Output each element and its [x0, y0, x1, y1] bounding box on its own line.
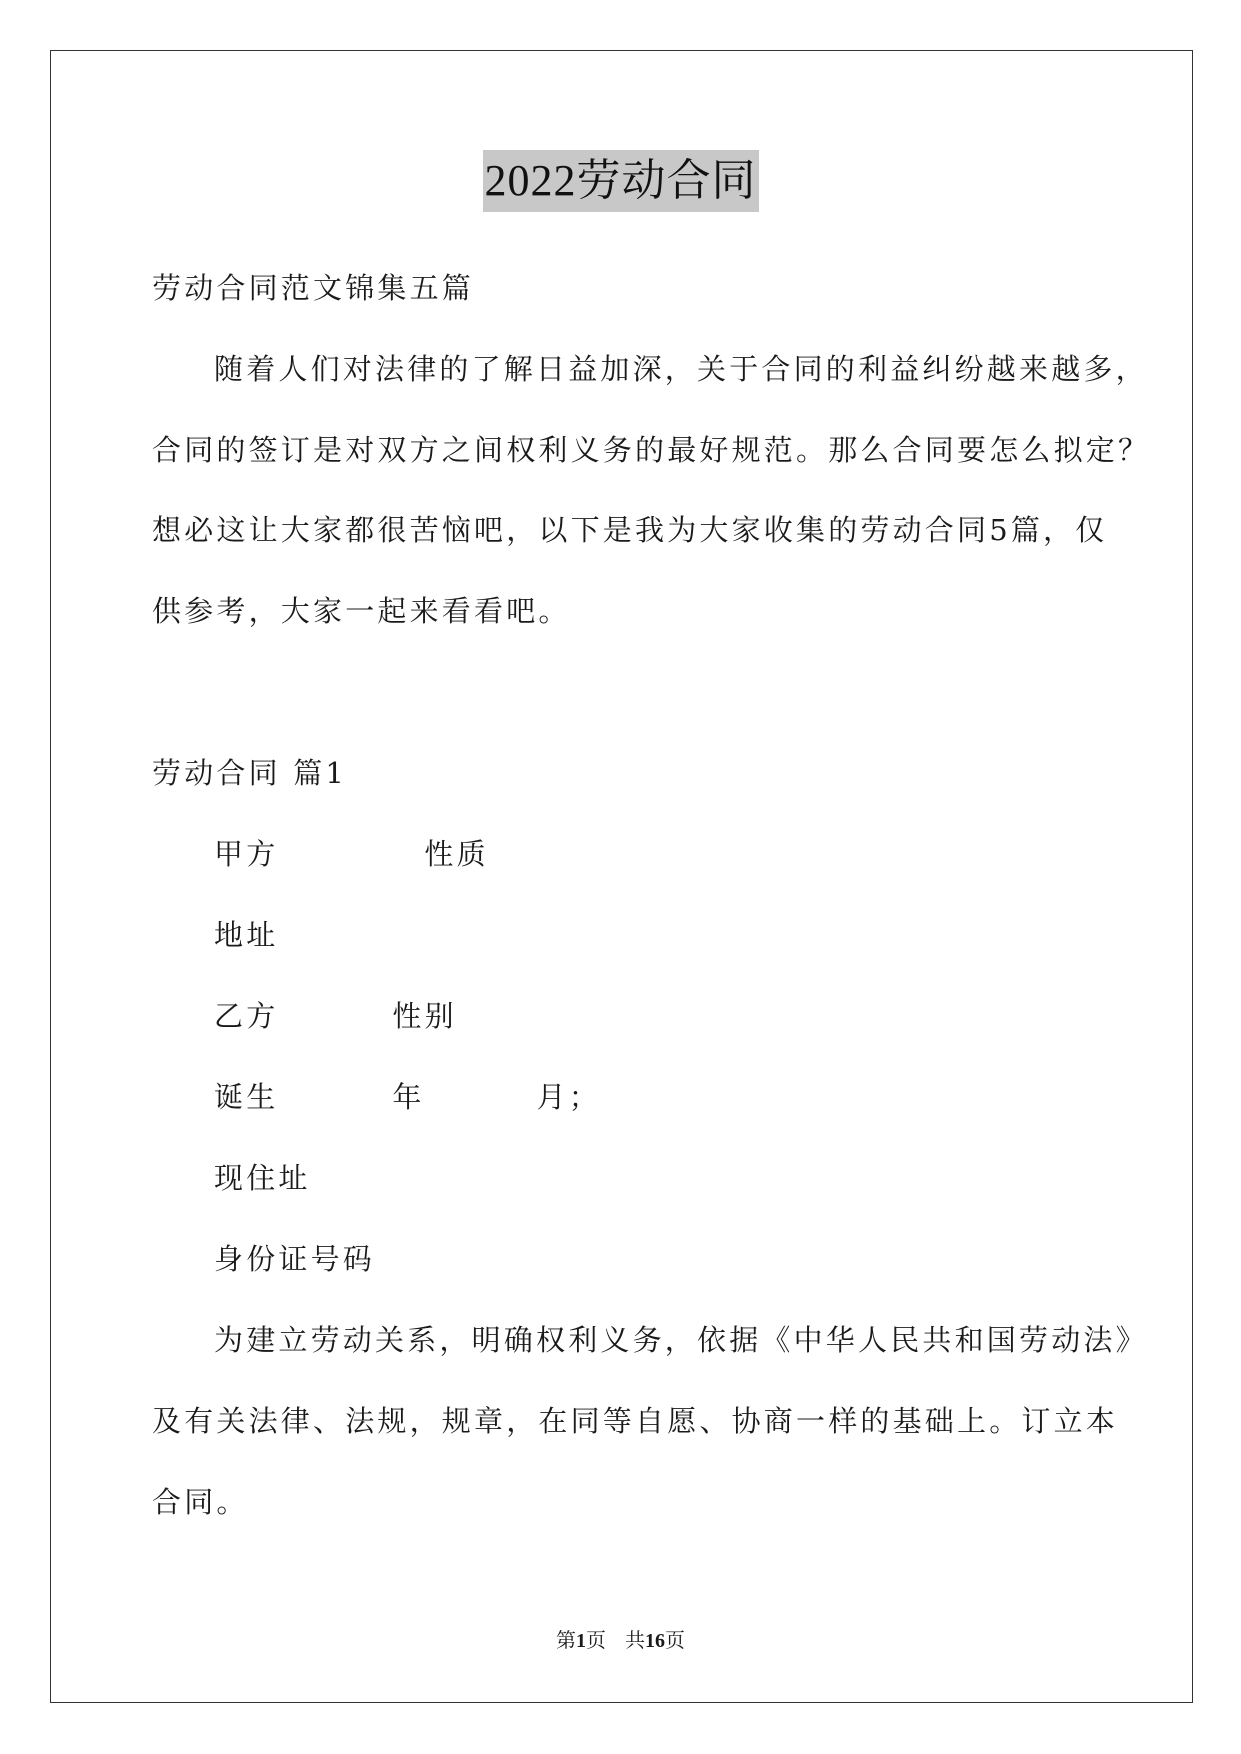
intro-line-4: 供参考，大家一起来看看吧。 [152, 594, 571, 628]
document-subtitle: 劳动合同范文锦集五篇 [152, 271, 475, 305]
party-b-label: 乙方 [214, 999, 279, 1033]
footer-prefix: 第 [555, 1628, 576, 1652]
body-line-3: 合同。 [152, 1485, 249, 1519]
footer-total-suffix: 页 [665, 1628, 686, 1652]
footer-total-prefix: 共 [625, 1628, 646, 1652]
current-address-label: 现住址 [214, 1161, 311, 1195]
birth-label: 诞生 [214, 1080, 279, 1114]
intro-line-1: 随着人们对法律的了解日益加深，关于合同的利益纠纷越来越多， [214, 352, 1148, 386]
field-row-party-a [214, 834, 489, 874]
party-a-label: 甲方 [214, 837, 279, 871]
section-heading: 劳动合同 篇1 [152, 756, 348, 790]
document-title: 2022劳动合同 [483, 150, 759, 212]
gender-label: 性别 [392, 999, 457, 1033]
page-footer [0, 1626, 1241, 1655]
intro-line-2: 合同的签订是对双方之间权利义务的最好规范。那么合同要怎么拟定？ [152, 433, 1151, 467]
month-label: 月； [536, 1080, 602, 1114]
field-row-birth [214, 1077, 601, 1117]
footer-page-word: 页 [585, 1628, 606, 1652]
field-row-party-b [214, 996, 457, 1036]
nature-label: 性质 [424, 837, 489, 871]
address-label: 地址 [214, 918, 279, 952]
footer-current-page: 1 [575, 1630, 586, 1652]
year-label: 年 [392, 1080, 425, 1114]
body-line-2: 及有关法律、法规，规章，在同等自愿、协商一样的基础上。订立本 [152, 1404, 1119, 1438]
intro-line-3: 想必这让大家都很苦恼吧，以下是我为大家收集的劳动合同5篇，仅 [152, 513, 1108, 547]
footer-total-pages: 16 [645, 1630, 666, 1652]
body-line-1: 为建立劳动关系，明确权利义务，依据《中华人民共和国劳动法》 [214, 1323, 1148, 1357]
title-container [0, 150, 1241, 212]
id-number-label: 身份证号码 [214, 1242, 376, 1276]
